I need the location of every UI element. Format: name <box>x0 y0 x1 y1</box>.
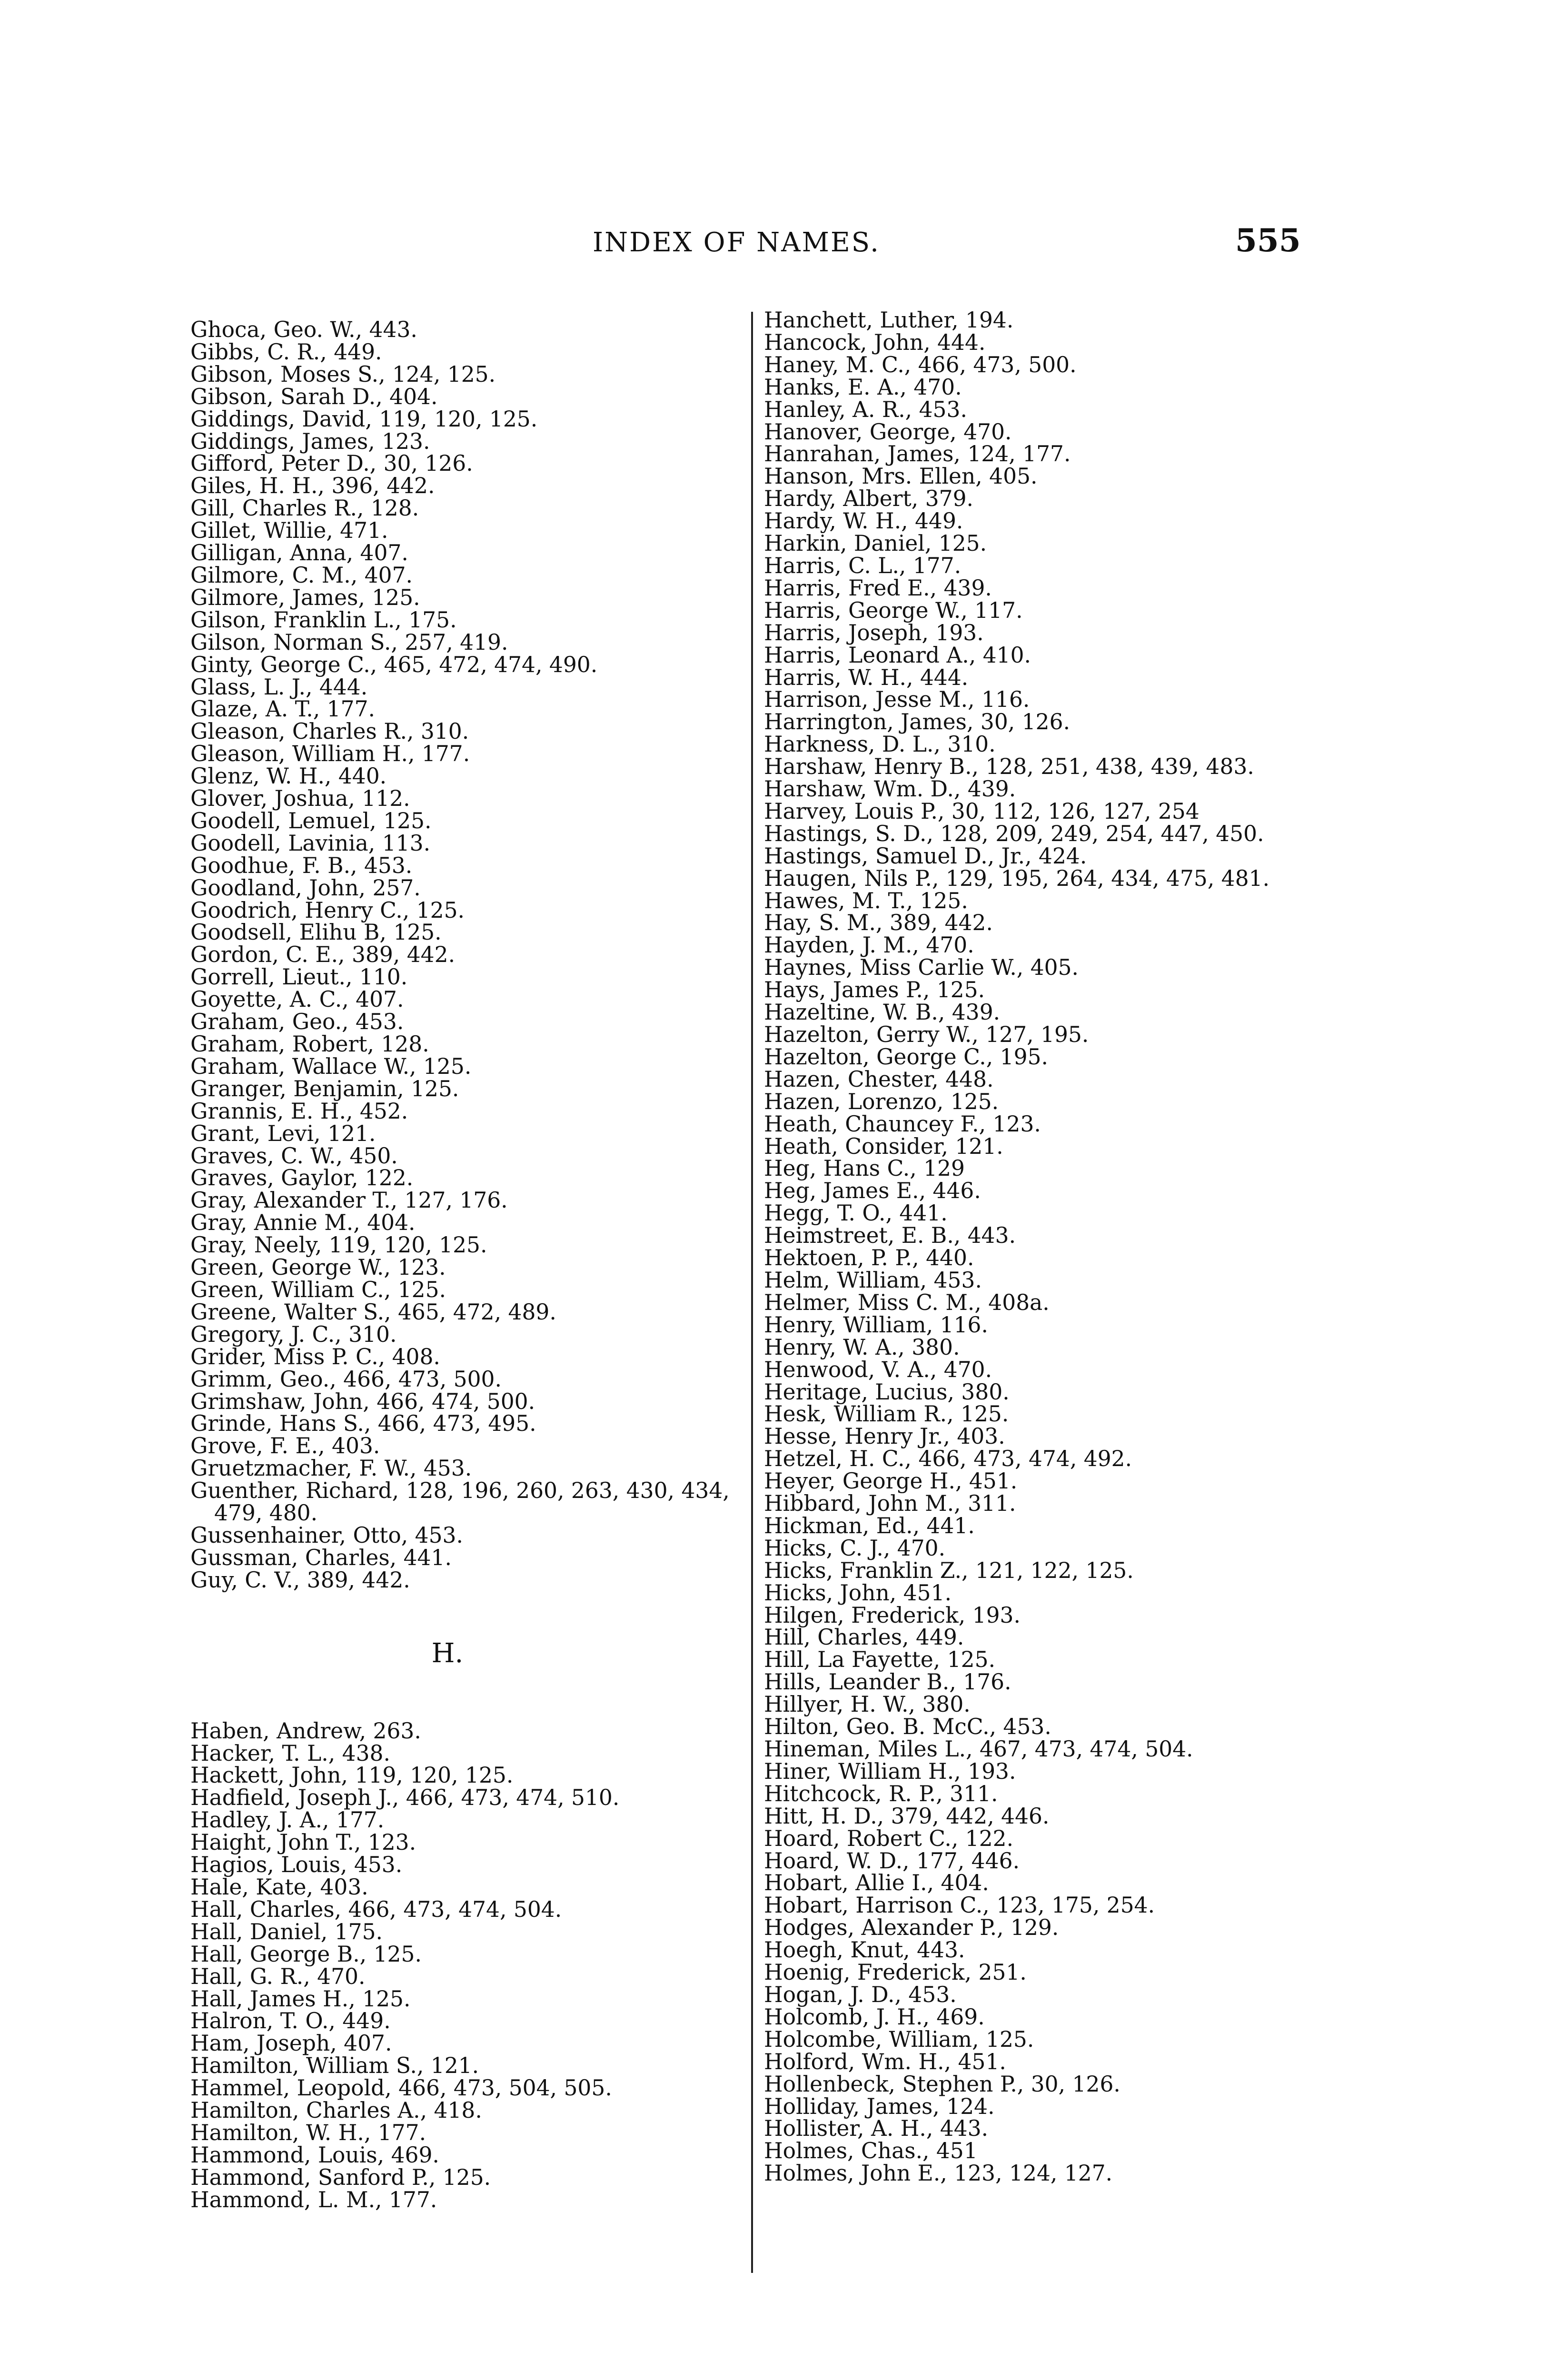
index-entry: Grimshaw, John, 466, 474, 500. <box>190 1388 535 1414</box>
index-entry: Glenz, W. H., 440. <box>190 764 387 789</box>
index-entry: Haynes, Miss Carlie W., 405. <box>764 955 1079 981</box>
index-entry: Goodell, Lemuel, 125. <box>190 808 432 833</box>
index-entry: Heimstreet, E. B., 443. <box>764 1223 1016 1249</box>
index-entry: Gilson, Norman S., 257, 419. <box>190 629 508 655</box>
index-entry: Gorrell, Lieut., 110. <box>190 964 408 990</box>
index-entry: Hiner, William H., 193. <box>764 1758 1016 1784</box>
index-entry: Goyette, A. C., 407. <box>190 987 404 1012</box>
index-entry: Holcombe, William, 125. <box>764 2026 1034 2052</box>
index-entry: Hesk, William R., 125. <box>764 1401 1009 1427</box>
index-entry: Hancock, John, 444. <box>764 329 986 355</box>
index-entry: Gillet, Willie, 471. <box>190 518 388 544</box>
index-entry: Gregory, J. C., 310. <box>190 1321 397 1347</box>
index-entry: Hardy, W. H., 449. <box>764 508 963 534</box>
index-entry: Henry, William, 116. <box>764 1312 988 1338</box>
index-entry: Hammond, Sanford P., 125. <box>190 2164 491 2190</box>
index-entry: Gifford, Peter D., 30, 126. <box>190 451 473 476</box>
index-entry: Gussenhainer, Otto, 453. <box>190 1522 463 1548</box>
index-entry: Hoegh, Knut, 443. <box>764 1937 965 1963</box>
index-entry: Holford, Wm. H., 451. <box>764 2049 1006 2074</box>
index-entry: Hadley, J. A., 177. <box>190 1807 385 1833</box>
index-entry: Hall, George B., 125. <box>190 1941 422 1967</box>
g-entries-tail-list <box>190 1522 762 1593</box>
index-entry: Hanley, A. R., 453. <box>764 397 967 422</box>
index-entry: Graham, Robert, 128. <box>190 1031 429 1057</box>
index-entry: Gleason, Charles R., 310. <box>190 719 469 744</box>
index-entry: Gray, Alexander T., 127, 176. <box>190 1188 508 1213</box>
index-entry: Giddings, David, 119, 120, 125. <box>190 406 538 432</box>
index-entry: Gibson, Moses S., 124, 125. <box>190 361 496 387</box>
index-entry: Harkin, Daniel, 125. <box>764 531 987 556</box>
index-entry: Gibbs, C. R., 449. <box>190 339 382 365</box>
page-header <box>0 224 1546 267</box>
index-column-right <box>764 309 1335 2185</box>
index-entry: Haben, Andrew, 263. <box>190 1718 421 1744</box>
index-entry: Gleason, William H., 177. <box>190 741 470 767</box>
index-entry: Hamilton, Charles A., 418. <box>190 2098 482 2123</box>
index-entry: Heg, James E., 446. <box>764 1178 981 1204</box>
index-entry: Helm, William, 453. <box>764 1267 982 1293</box>
index-entry: Hoard, W. D., 177, 446. <box>764 1848 1020 1874</box>
index-entry: Gilson, Franklin L., 175. <box>190 607 457 633</box>
index-entry: Hale, Kate, 403. <box>190 1874 368 1900</box>
index-entry: Heath, Consider, 121. <box>764 1133 1003 1159</box>
index-entry: Harshaw, Henry B., 128, 251, 438, 439, 483. <box>764 754 1254 780</box>
g-entries-list <box>190 319 762 1502</box>
index-entry: Hanchett, Luther, 194. <box>764 307 1014 333</box>
index-entry: Hanks, E. A., 470. <box>764 374 962 400</box>
index-entry: Gordon, C. E., 389, 442. <box>190 942 456 968</box>
index-entry: Hanson, Mrs. Ellen, 405. <box>764 464 1038 489</box>
index-entry: Harris, Leonard A., 410. <box>764 642 1031 668</box>
index-entry: Harris, C. L., 177. <box>764 553 961 578</box>
index-entry: Hanover, George, 470. <box>764 419 1012 445</box>
index-entry: Hamilton, William S., 121. <box>190 2053 479 2079</box>
index-entry: Hamilton, W. H., 177. <box>190 2120 426 2145</box>
index-entry: Hall, James H., 125. <box>190 1986 411 2012</box>
index-entry: Hazeltine, W. B., 439. <box>764 1000 1001 1025</box>
index-entry: Hall, Daniel, 175. <box>190 1919 383 1944</box>
index-entry: Holmes, Chas., 451 <box>764 2138 978 2164</box>
index-entry: Hicks, Franklin Z., 121, 122, 125. <box>764 1557 1134 1583</box>
index-entry: Hanrahan, James, 124, 177. <box>764 441 1071 467</box>
index-entry: Hammond, Louis, 469. <box>190 2142 439 2168</box>
index-entry: Grimm, Geo., 466, 473, 500. <box>190 1366 502 1392</box>
index-entry: Grannis, E. H., 452. <box>190 1098 408 1124</box>
index-column-left <box>190 319 762 2211</box>
index-entry: Hazelton, Gerry W., 127, 195. <box>764 1022 1089 1047</box>
index-entry: Hills, Leander B., 176. <box>764 1669 1011 1695</box>
index-entry: Green, George W., 123. <box>190 1255 446 1280</box>
index-entry: Hammel, Leopold, 466, 473, 504, 505. <box>190 2075 612 2101</box>
index-entry: Holliday, James, 124. <box>764 2093 995 2119</box>
index-entry: Harris, George W., 117. <box>764 597 1023 623</box>
index-entry: Grinde, Hans S., 466, 473, 495. <box>190 1411 536 1437</box>
index-entry: Hibbard, John M., 311. <box>764 1491 1016 1517</box>
index-entry: Hill, La Fayette, 125. <box>764 1647 996 1673</box>
index-entry: Hogan, J. D., 453. <box>764 1982 957 2007</box>
index-entry: Gray, Neely, 119, 120, 125. <box>190 1232 487 1258</box>
index-entry: Haugen, Nils P., 129, 195, 264, 434, 475, 481. <box>764 865 1270 891</box>
index-entry: Goodell, Lavinia, 113. <box>190 830 431 856</box>
index-entry: Gilmore, James, 125. <box>190 585 420 610</box>
index-entry: Harris, W. H., 444. <box>764 664 969 690</box>
index-entry: Henwood, V. A., 470. <box>764 1357 992 1382</box>
index-entry: Hall, G. R., 470. <box>190 1964 366 1989</box>
index-entry: Harris, Fred E., 439. <box>764 575 992 601</box>
index-entry: Hazelton, George C., 195. <box>764 1044 1048 1070</box>
index-entry: Ginty, George C., 465, 472, 474, 490. <box>190 652 598 677</box>
index-entry: Grove, F. E., 403. <box>190 1433 380 1459</box>
index-entry: Greene, Walter S., 465, 472, 489. <box>190 1299 556 1325</box>
index-entry: Heritage, Lucius, 380. <box>764 1379 1010 1405</box>
index-entry: Giles, H. H., 396, 442. <box>190 473 435 499</box>
index-entry: Hazen, Lorenzo, 125. <box>764 1089 999 1114</box>
index-entry: Hacker, T. L., 438. <box>190 1740 390 1766</box>
index-entry: Goodsell, Elihu B, 125. <box>190 920 442 945</box>
index-entry: Hill, Charles, 449. <box>764 1625 964 1650</box>
index-entry-continuation: 479, 480. <box>214 1500 318 1526</box>
index-entry: Hobart, Allie I., 404. <box>764 1870 989 1896</box>
index-entry: Hackett, John, 119, 120, 125. <box>190 1763 514 1788</box>
index-entry: Harrison, Jesse M., 116. <box>764 687 1030 713</box>
index-entry: Hastings, Samuel D., Jr., 424. <box>764 843 1087 869</box>
index-entry: Hickman, Ed., 441. <box>764 1513 975 1538</box>
index-entry: Hadfield, Joseph J., 466, 473, 474, 510. <box>190 1785 620 1811</box>
index-entry: Hoenig, Frederick, 251. <box>764 1960 1027 1985</box>
index-entry: Hesse, Henry Jr., 403. <box>764 1424 1005 1449</box>
index-entry: Hastings, S. D., 128, 209, 249, 254, 447, 450. <box>764 821 1264 846</box>
index-entry: Harris, Joseph, 193. <box>764 620 984 645</box>
index-entry: Hitt, H. D., 379, 442, 446. <box>764 1803 1050 1829</box>
index-entry: Hall, Charles, 466, 473, 474, 504. <box>190 1896 562 1922</box>
index-entry: Heyer, George H., 451. <box>764 1468 1018 1494</box>
index-entry: Gussman, Charles, 441. <box>190 1545 452 1570</box>
index-entry: Hicks, C. J., 470. <box>764 1535 946 1561</box>
index-entry: Halron, T. O., 449. <box>190 2008 391 2034</box>
index-entry: Hoard, Robert C., 122. <box>764 1825 1014 1851</box>
index-entry: Hagios, Louis, 453. <box>190 1852 403 1878</box>
index-entry: Hektoen, P. P., 440. <box>764 1245 974 1271</box>
index-entry: Hammond, L. M., 177. <box>190 2187 437 2212</box>
index-entry: Harshaw, Wm. D., 439. <box>764 776 1016 802</box>
index-entry: Giddings, James, 123. <box>190 428 430 454</box>
index-entry: Hilgen, Frederick, 193. <box>764 1602 1021 1628</box>
index-entry: Henry, W. A., 380. <box>764 1334 960 1360</box>
index-entry: Hayden, J. M., 470. <box>764 932 974 958</box>
index-entry: Guy, C. V., 389, 442. <box>190 1567 410 1593</box>
section-heading-h: H. <box>431 1637 464 1669</box>
index-entry: Grant, Levi, 121. <box>190 1121 376 1146</box>
index-entry: Hawes, M. T., 125. <box>764 888 968 913</box>
index-entry: Haight, John T., 123. <box>190 1830 416 1855</box>
index-entry: Hollister, A. H., 443. <box>764 2116 989 2142</box>
index-entry: Heath, Chauncey F., 123. <box>764 1111 1041 1137</box>
index-entry: Grider, Miss P. C., 408. <box>190 1344 440 1369</box>
index-entry: Ghoca, Geo. W., 443. <box>190 317 417 342</box>
index-entry: Hay, S. M., 389, 442. <box>764 910 993 936</box>
index-entry: Hodges, Alexander P., 129. <box>764 1915 1059 1941</box>
index-entry: Harkness, D. L., 310. <box>764 732 996 757</box>
index-entry: Graham, Wallace W., 125. <box>190 1053 472 1079</box>
index-entry: Holmes, John E., 123, 124, 127. <box>764 2161 1113 2186</box>
index-entry: Hardy, Albert, 379. <box>764 486 974 512</box>
index-entry: Guenther, Richard, 128, 196, 260, 263, 430, 434, <box>190 1478 730 1504</box>
index-entry: Hineman, Miles L., 467, 473, 474, 504. <box>764 1736 1193 1762</box>
index-entry: Granger, Benjamin, 125. <box>190 1076 459 1101</box>
index-entry: Hollenbeck, Stephen P., 30, 126. <box>764 2071 1120 2097</box>
index-entry: Harrington, James, 30, 126. <box>764 709 1070 735</box>
index-entry: Goodland, John, 257. <box>190 875 421 901</box>
index-entry: Hetzel, H. C., 466, 473, 474, 492. <box>764 1446 1132 1472</box>
running-title: INDEX OF NAMES. <box>593 227 880 258</box>
index-entry: Heg, Hans C., 129 <box>764 1156 965 1181</box>
index-entry: Hazen, Chester, 448. <box>764 1066 994 1092</box>
index-entry: Hobart, Harrison C., 123, 175, 254. <box>764 1893 1155 1918</box>
index-entry: Gray, Annie M., 404. <box>190 1210 416 1236</box>
index-entry: Green, William C., 125. <box>190 1277 446 1302</box>
index-entry: Hicks, John, 451. <box>764 1580 952 1606</box>
index-entry: Hitchcock, R. P., 311. <box>764 1781 998 1806</box>
index-entry: Gilmore, C. M., 407. <box>190 562 413 588</box>
index-entry: Graham, Geo., 453. <box>190 1009 404 1035</box>
index-entry: Glaze, A. T., 177. <box>190 696 375 722</box>
index-entry: Hegg, T. O., 441. <box>764 1200 948 1226</box>
index-entry: Gilligan, Anna, 407. <box>190 540 408 566</box>
index-entry: Helmer, Miss C. M., 408a. <box>764 1289 1050 1315</box>
index-entry: Harvey, Louis P., 30, 112, 126, 127, 254 <box>764 798 1199 824</box>
h-entries-continued-list <box>764 309 1335 2185</box>
index-entry: Holcomb, J. H., 469. <box>764 2004 985 2030</box>
index-entry: Haney, M. C., 466, 473, 500. <box>764 352 1077 377</box>
index-entry: Ham, Joseph, 407. <box>190 2031 392 2056</box>
index-entry: Hilton, Geo. B. McC., 453. <box>764 1714 1051 1740</box>
index-entry: Hillyer, H. W., 380. <box>764 1692 971 1717</box>
column-rule <box>751 312 753 2273</box>
index-entry: Graves, C. W., 450. <box>190 1143 398 1169</box>
page-number: 555 <box>1235 222 1301 259</box>
index-entry: Goodhue, F. B., 453. <box>190 853 413 878</box>
index-entry: Hays, James P., 125. <box>764 977 985 1003</box>
index-entry: Gill, Charles R., 128. <box>190 496 419 521</box>
index-entry: Graves, Gaylor, 122. <box>190 1165 414 1191</box>
h-entries-list <box>190 1720 762 2211</box>
index-entry: Gibson, Sarah D., 404. <box>190 384 438 409</box>
index-entry: Glass, L. J., 444. <box>190 674 368 700</box>
index-entry: Gruetzmacher, F. W., 453. <box>190 1456 472 1481</box>
index-entry: Goodrich, Henry C., 125. <box>190 897 465 923</box>
index-entry: Glover, Joshua, 112. <box>190 786 410 812</box>
